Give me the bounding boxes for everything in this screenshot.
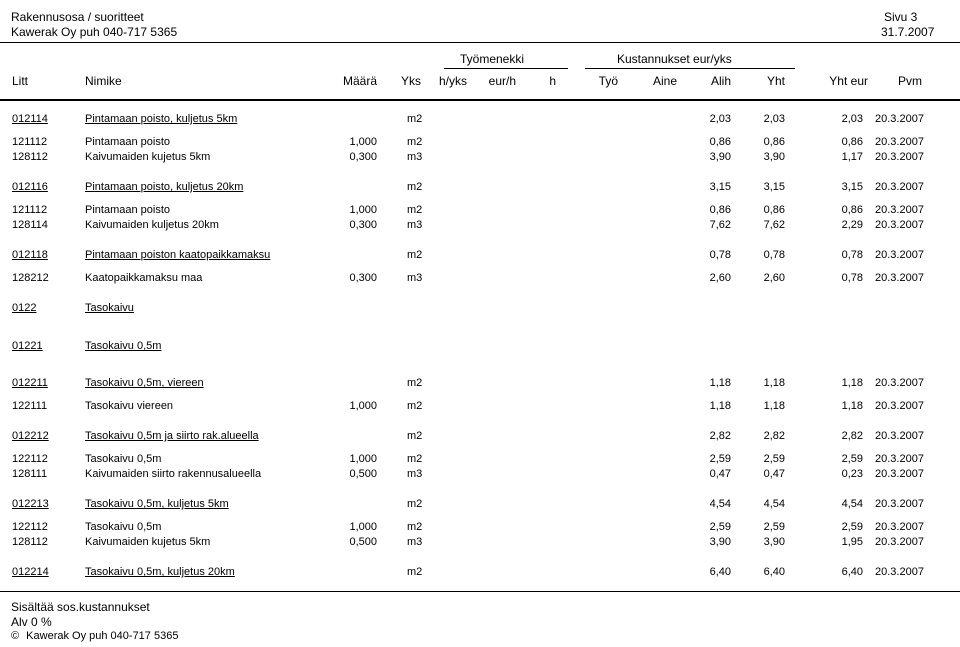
item-date: 20.3.2007 xyxy=(875,377,924,389)
item-unit: m3 xyxy=(407,219,423,231)
item-subcontract-cost: 2,03 xyxy=(709,113,731,125)
item-quantity: 1,000 xyxy=(349,521,377,533)
column-header: Aine xyxy=(652,74,677,88)
item-unit: m3 xyxy=(407,151,423,163)
item-quantity: 1,000 xyxy=(349,204,377,216)
item-date: 20.3.2007 xyxy=(875,400,924,412)
item-total-eur: 2,59 xyxy=(841,453,863,465)
item-subcontract-cost: 0,86 xyxy=(709,204,731,216)
item-unit: m2 xyxy=(407,453,423,465)
item-total-eur: 0,78 xyxy=(841,272,863,284)
column-header: Nimike xyxy=(85,74,122,88)
item-code: 122112 xyxy=(12,453,48,465)
item-name: Tasokaivu 0,5m xyxy=(85,453,162,465)
footer-note-vat: Alv 0 % xyxy=(11,615,52,629)
item-code: 0122 xyxy=(12,302,37,314)
item-name: Tasokaivu xyxy=(85,302,134,314)
column-header: Yks xyxy=(400,74,421,88)
item-subcontract-cost: 2,60 xyxy=(709,272,731,284)
item-total-eur: 0,86 xyxy=(841,136,863,148)
item-unit-total: 2,82 xyxy=(763,430,785,442)
column-header: Pvm xyxy=(898,74,922,88)
item-subcontract-cost: 0,78 xyxy=(709,249,731,261)
item-code: 128111 xyxy=(12,468,48,480)
group-costs: Kustannukset eur/yks xyxy=(617,52,732,66)
item-name: Tasokaivu 0,5m, kuljetus 5km xyxy=(85,498,229,510)
item-unit: m2 xyxy=(407,430,423,442)
item-code: 128112 xyxy=(12,536,48,548)
item-unit-total: 2,59 xyxy=(763,453,785,465)
item-date: 20.3.2007 xyxy=(875,430,924,442)
item-total-eur: 3,15 xyxy=(841,181,863,193)
item-code: 01221 xyxy=(12,340,43,352)
item-code: 128212 xyxy=(12,272,49,284)
item-unit-total: 3,15 xyxy=(763,181,785,193)
group-labor-rule xyxy=(444,68,568,69)
item-unit-total: 4,54 xyxy=(763,498,785,510)
column-header: eur/h xyxy=(488,74,516,88)
copyright-text: Kawerak Oy puh 040-717 5365 xyxy=(26,630,179,642)
item-code: 128114 xyxy=(12,219,48,231)
item-unit: m2 xyxy=(407,566,423,578)
item-quantity: 0,300 xyxy=(349,272,377,284)
item-total-eur: 6,40 xyxy=(841,566,863,578)
item-unit: m2 xyxy=(407,400,423,412)
item-unit-total: 2,59 xyxy=(763,521,785,533)
item-subcontract-cost: 3,90 xyxy=(709,151,731,163)
item-unit: m2 xyxy=(407,181,423,193)
item-name: Pintamaan poisto xyxy=(85,204,170,216)
item-subcontract-cost: 0,47 xyxy=(709,468,731,480)
item-quantity: 1,000 xyxy=(349,136,377,148)
item-unit: m2 xyxy=(407,136,423,148)
item-name: Kaatopaikkamaksu maa xyxy=(85,272,203,284)
item-date: 20.3.2007 xyxy=(875,521,924,533)
item-total-eur: 1,17 xyxy=(841,151,863,163)
item-unit: m3 xyxy=(407,468,423,480)
item-quantity: 0,500 xyxy=(349,468,377,480)
item-unit: m2 xyxy=(407,113,423,125)
item-code: 121112 xyxy=(12,204,48,216)
item-unit-total: 0,47 xyxy=(763,468,785,480)
item-total-eur: 0,78 xyxy=(841,249,863,261)
item-unit-total: 1,18 xyxy=(763,400,785,412)
item-name: Tasokaivu 0,5m ja siirto rak.alueella xyxy=(85,430,259,442)
item-date: 20.3.2007 xyxy=(875,181,924,193)
group-labor: Työmenekki xyxy=(460,52,525,66)
item-total-eur: 1,18 xyxy=(841,400,863,412)
item-date: 20.3.2007 xyxy=(875,249,924,261)
item-code: 121112 xyxy=(12,136,48,148)
item-unit-total: 1,18 xyxy=(763,377,785,389)
item-total-eur: 4,54 xyxy=(841,498,863,510)
item-quantity: 0,300 xyxy=(349,219,377,231)
item-name: Tasokaivu viereen xyxy=(85,400,174,412)
item-subcontract-cost: 3,90 xyxy=(709,536,731,548)
item-unit: m2 xyxy=(407,249,423,261)
item-unit-total: 7,62 xyxy=(763,219,785,231)
item-total-eur: 0,86 xyxy=(841,204,863,216)
item-name: Pintamaan poiston kaatopaikkamaksu xyxy=(85,249,271,261)
column-header: Litt xyxy=(12,74,29,88)
item-subcontract-cost: 7,62 xyxy=(709,219,731,231)
item-name: Kaivumaiden kujetus 5km xyxy=(85,151,211,163)
item-unit: m2 xyxy=(407,204,423,216)
item-code: 122112 xyxy=(12,521,48,533)
item-code: 012213 xyxy=(12,498,49,510)
document-title: Rakennusosa / suoritteet xyxy=(11,10,144,24)
item-subcontract-cost: 6,40 xyxy=(709,566,731,578)
item-date: 20.3.2007 xyxy=(875,468,924,480)
item-quantity: 1,000 xyxy=(349,400,377,412)
item-unit-total: 0,86 xyxy=(763,136,785,148)
item-name: Kaivumaiden kujetus 5km xyxy=(85,536,211,548)
item-total-eur: 1,95 xyxy=(841,536,863,548)
item-subcontract-cost: 3,15 xyxy=(709,181,731,193)
company-line: Kawerak Oy puh 040-717 5365 xyxy=(11,25,178,39)
item-name: Pintamaan poisto, kuljetus 5km xyxy=(85,113,238,125)
item-date: 20.3.2007 xyxy=(875,272,924,284)
item-name: Tasokaivu 0,5m xyxy=(85,521,162,533)
item-code: 012118 xyxy=(12,249,48,261)
header-divider xyxy=(0,42,960,43)
item-name: Tasokaivu 0,5m, viereen xyxy=(85,377,204,389)
item-date: 20.3.2007 xyxy=(875,536,924,548)
item-date: 20.3.2007 xyxy=(875,498,924,510)
item-total-eur: 1,18 xyxy=(841,377,863,389)
group-costs-rule xyxy=(585,68,795,69)
item-name: Tasokaivu 0,5m, kuljetus 20km xyxy=(85,566,235,578)
item-unit-total: 3,90 xyxy=(763,151,785,163)
item-date: 20.3.2007 xyxy=(875,136,924,148)
item-unit-total: 2,03 xyxy=(763,113,785,125)
item-subcontract-cost: 4,54 xyxy=(709,498,731,510)
column-header: Yht eur xyxy=(829,74,868,88)
item-name: Kaivumaiden siirto rakennusalueella xyxy=(85,468,262,480)
item-code: 122111 xyxy=(12,400,48,412)
column-header: Yht xyxy=(766,74,785,88)
item-code: 012212 xyxy=(12,430,49,442)
page-number: Sivu 3 xyxy=(884,10,918,24)
item-code: 012214 xyxy=(12,566,49,578)
item-code: 012211 xyxy=(12,377,48,389)
item-total-eur: 0,23 xyxy=(841,468,863,480)
item-date: 20.3.2007 xyxy=(875,219,924,231)
item-subcontract-cost: 1,18 xyxy=(709,377,731,389)
item-unit: m3 xyxy=(407,272,423,284)
item-unit: m2 xyxy=(407,521,423,533)
item-name: Tasokaivu 0,5m xyxy=(85,340,162,352)
item-total-eur: 2,03 xyxy=(841,113,863,125)
item-unit-total: 2,60 xyxy=(763,272,785,284)
item-subcontract-cost: 2,59 xyxy=(709,453,731,465)
item-unit-total: 6,40 xyxy=(763,566,785,578)
item-subcontract-cost: 1,18 xyxy=(709,400,731,412)
item-total-eur: 2,82 xyxy=(841,430,863,442)
footer-divider xyxy=(0,591,960,592)
column-header: h/yks xyxy=(438,74,467,88)
copyright-icon: © xyxy=(11,630,20,642)
item-code: 128112 xyxy=(12,151,48,163)
column-header: Alih xyxy=(710,74,731,88)
item-unit-total: 0,86 xyxy=(763,204,785,216)
item-quantity: 0,500 xyxy=(349,536,377,548)
document-date: 31.7.2007 xyxy=(881,25,935,39)
item-subcontract-cost: 2,82 xyxy=(709,430,731,442)
item-unit-total: 3,90 xyxy=(763,536,785,548)
column-header: Määrä xyxy=(342,74,377,88)
item-subcontract-cost: 0,86 xyxy=(709,136,731,148)
item-unit: m2 xyxy=(407,498,423,510)
item-date: 20.3.2007 xyxy=(875,151,924,163)
item-quantity: 1,000 xyxy=(349,453,377,465)
item-code: 012116 xyxy=(12,181,48,193)
item-name: Pintamaan poisto xyxy=(85,136,170,148)
item-date: 20.3.2007 xyxy=(875,566,924,578)
item-total-eur: 2,29 xyxy=(841,219,863,231)
item-date: 20.3.2007 xyxy=(875,204,924,216)
item-unit-total: 0,78 xyxy=(763,249,785,261)
item-name: Pintamaan poisto, kuljetus 20km xyxy=(85,181,244,193)
item-unit: m2 xyxy=(407,377,423,389)
item-date: 20.3.2007 xyxy=(875,453,924,465)
item-unit: m3 xyxy=(407,536,423,548)
footer-note-social: Sisältää sos.kustannukset xyxy=(11,600,150,614)
item-quantity: 0,300 xyxy=(349,151,377,163)
page-header xyxy=(0,0,960,101)
column-header: Työ xyxy=(598,74,618,88)
item-code: 012114 xyxy=(12,113,48,125)
column-header: h xyxy=(549,74,556,88)
item-total-eur: 2,59 xyxy=(841,521,863,533)
item-date: 20.3.2007 xyxy=(875,113,924,125)
item-name: Kaivumaiden kuljetus 20km xyxy=(85,219,219,231)
item-subcontract-cost: 2,59 xyxy=(709,521,731,533)
copyright-line xyxy=(11,631,178,642)
